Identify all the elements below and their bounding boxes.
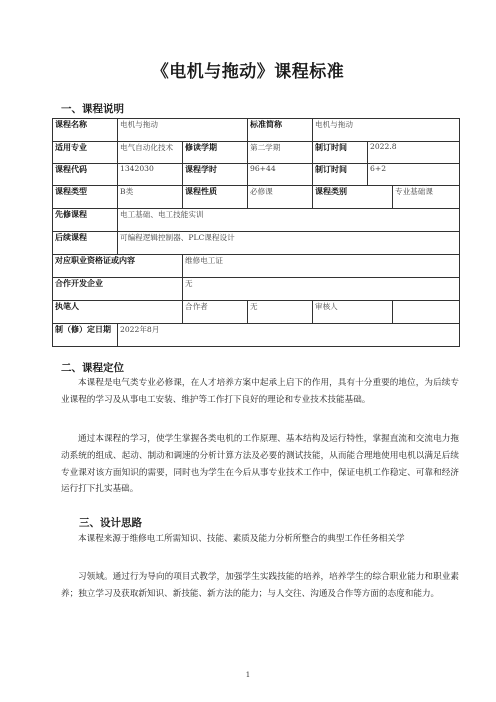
label-semester: 修读学期 (183, 142, 248, 164)
section-heading-course-positioning: 二、课程定位 (61, 362, 124, 374)
paragraph-design-1: 本课程来源于维修电工所需知识、技能、素质及能力分析所整合的典型工作任务相关学 (78, 534, 405, 544)
value-course-category: 专业基础课 (393, 186, 460, 209)
value-semester: 第二学期 (248, 142, 313, 164)
label-certificate: 对应职业资格证或内容 (53, 255, 183, 278)
table-row (53, 186, 460, 209)
paragraph-design-2: 习领域。通过行为导向的项目式教学，加强学生实践技能的培养，培养学生的综合职业能力和职业素养；独立学习及获取新知识、新技能、新方法的能力；与人交往、沟通及合作等方面的态度和能力。 (61, 572, 459, 599)
label-course-nature: 课程性质 (183, 186, 248, 209)
table-row (53, 209, 460, 232)
table-row (53, 164, 460, 186)
document-title: 《电机与拖动》课程标准 (151, 62, 345, 82)
value-collaborator: 无 (248, 301, 313, 324)
paragraph-positioning-1: 本课程是电气类专业必修课，在人才培养方案中起承上启下的作用，具有十分重要的地位，为后续专业课程的学习及从事电工安装、维护等工作打下良好的理论和专业技术技能基础。 (61, 378, 459, 405)
label-set-time-2: 制订时间 (313, 164, 368, 186)
label-prerequisite: 先修课程 (53, 209, 118, 232)
value-set-time: 2022.8 (368, 142, 460, 164)
page-number: 1 (245, 671, 251, 679)
paragraph-positioning-2: 通过本课程的学习，使学生掌握各类电机的工作原理、基本结构及运行特性，掌握直流和交流电力拖动系统的组成、起动、制动和调速的分析计算方法及必要的测试技能，从而能合理地使用电机以满足后续专业课对该方面知识的需要，同时也为学生在今后从事专业技术工作中，保证电机工作稳定、可靠和经济运行打下扎实基础。 (61, 434, 459, 495)
section-heading-design-idea: 三、设计思路 (79, 517, 142, 529)
label-follow-up: 后续课程 (53, 232, 118, 255)
table-row (53, 324, 460, 347)
label-course-category: 课程类别 (313, 186, 393, 209)
section-heading-course-description: 一、课程说明 (61, 103, 124, 115)
value-course-name: 电机与拖动 (118, 119, 248, 142)
label-collaborator: 合作者 (183, 301, 248, 324)
label-major: 适用专业 (53, 142, 118, 164)
label-course-hours: 课程学时 (183, 164, 248, 186)
table-row (53, 278, 460, 301)
label-author: 执笔人 (53, 301, 183, 324)
value-certificate: 维修电工证 (183, 255, 460, 278)
label-course-name: 课程名称 (53, 119, 118, 142)
value-major: 电气自动化技术 (118, 142, 183, 164)
value-course-code: 1342030 (118, 164, 183, 186)
table-row (53, 301, 460, 324)
value-course-hours: 96+44 (248, 164, 313, 186)
label-date: 制（修）定日期 (53, 324, 118, 347)
table-row (53, 119, 460, 142)
value-course-type: B类 (118, 186, 183, 209)
value-prerequisite: 电工基础、电工技能实训 (118, 209, 460, 232)
label-reviewer: 审核人 (313, 301, 393, 324)
label-partner-company: 合作开发企业 (53, 278, 183, 301)
value-follow-up: 可编程逻辑控制器、PLC课程设计 (118, 232, 460, 255)
value-partner-company: 无 (183, 278, 460, 301)
label-course-code: 课程代码 (53, 164, 118, 186)
course-info-table (52, 118, 460, 347)
label-course-type: 课程类型 (53, 186, 118, 209)
table-row (53, 232, 460, 255)
value-date: 2022年8月 (118, 324, 460, 347)
value-course-nature: 必修课 (248, 186, 313, 209)
label-short-name: 标准简称 (248, 119, 313, 142)
value-short-name: 电机与拖动 (313, 119, 460, 142)
value-reviewer (393, 301, 460, 324)
table-row (53, 142, 460, 164)
label-set-time: 制订时间 (313, 142, 368, 164)
value-set-time-2: 6+2 (368, 164, 460, 186)
table-row (53, 255, 460, 278)
